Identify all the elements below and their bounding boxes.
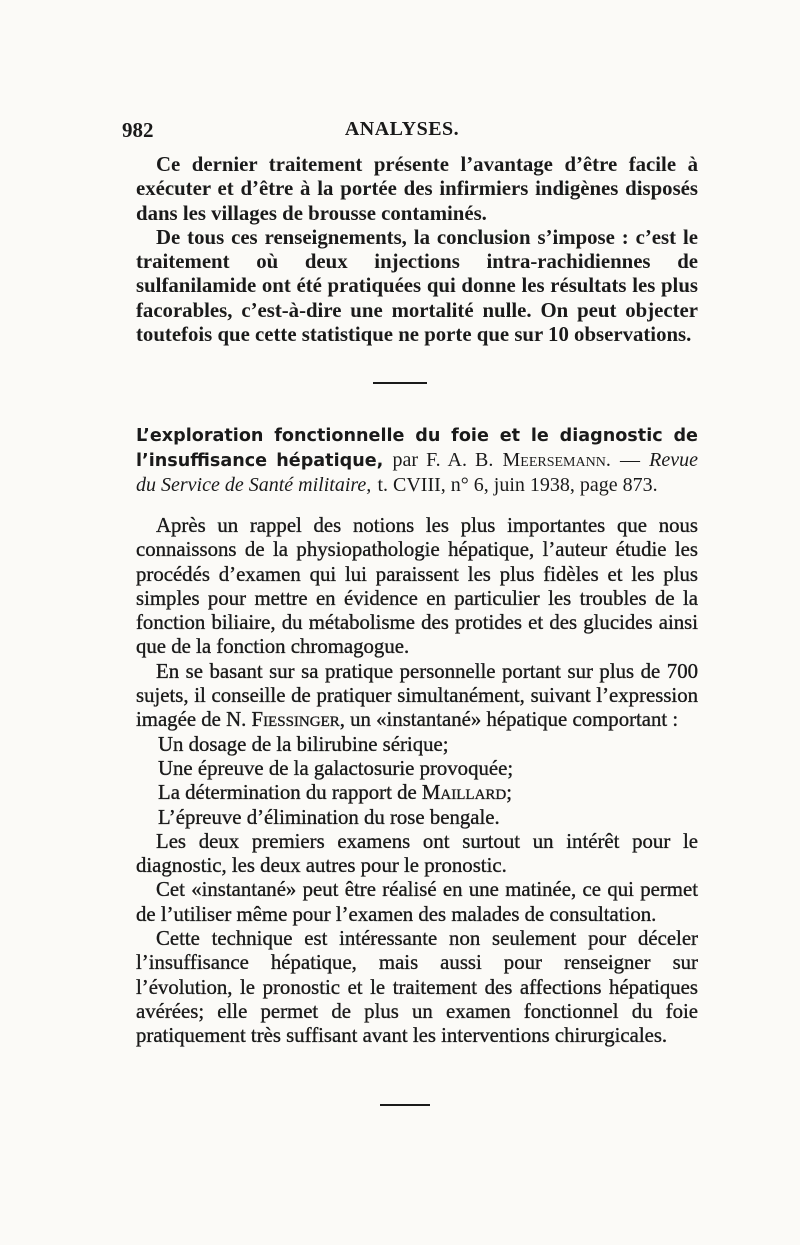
review-title: L’exploration fonctionnelle du foie et le diagnostic de l’insuffisance hépatique, bbox=[136, 426, 698, 471]
review-dash: — bbox=[619, 449, 640, 471]
review-body bbox=[136, 514, 698, 1049]
section-divider-bottom bbox=[380, 1104, 430, 1106]
review-paragraph-2-start: En se basant sur sa pratique personnelle portant sur plus de 700 sujets, il conseille de pratiquer simultanément, suivant l’expression imagée de N. bbox=[136, 659, 698, 732]
maillard-name: Maillard; bbox=[421, 781, 513, 805]
review-author: Meersemann. bbox=[502, 449, 611, 471]
section-divider-top bbox=[373, 382, 427, 384]
review-title-block bbox=[136, 424, 698, 498]
review-paragraph-2 bbox=[136, 660, 698, 733]
list-item: Une épreuve de la galactosurie provoquée; bbox=[158, 756, 514, 780]
review-paragraph-3: Les deux premiers examens ont surtout un intérêt pour le diagnostic, les deux autres pour le pronostic. bbox=[136, 829, 698, 878]
fiessinger-name: Fiessinger, bbox=[251, 708, 345, 732]
review-paragraph-4: Cet «instantané» peut être réalisé en une matinée, ce qui permet de l’utiliser même pour l’examen des malades de consultation. bbox=[136, 878, 698, 926]
page-header bbox=[122, 118, 682, 144]
list-item: L’épreuve d’élimination du rose bengale. bbox=[158, 805, 500, 829]
running-head: ANALYSES. bbox=[344, 118, 460, 140]
list-item: Un dosage de la bilirubine sérique; bbox=[158, 732, 449, 756]
review-journal: Revue du Service de Santé militaire, bbox=[136, 449, 698, 496]
review-paragraph-1: Après un rappel des notions les plus importantes que nous connaissons de la physiopathologie hépatique, l’auteur étudie les procédés d’examen qui lui paraissent les plus fidèles et les plus simples pour mettre en évidence en particulier les troubles de la fonction biliaire, du métabolisme des protides et des glucides ainsi que de la fonction chromagogue. bbox=[136, 514, 698, 659]
review-citation: t. CVIII, n° 6, juin 1938, page 873. bbox=[377, 474, 658, 496]
intro-paragraph-1: Ce dernier traitement présente l’avantage d’être facile à exécuter et d’être à la portée des infirmiers indigènes disposés dans les villages de brousse contaminés. bbox=[136, 153, 698, 225]
review-heading bbox=[136, 424, 698, 498]
list-item bbox=[136, 781, 698, 805]
page-number: 982 bbox=[122, 118, 154, 142]
review-paragraph-5: Cette technique est intéressante non seulement pour déceler l’insuffisance hépatique, mais aussi pour renseigner sur l’évolution, le pronostic et le traitement des affections hépatiques avérées; elle permet de plus un examen fonctionnel du foie pratiquement très suffisant avant les interventions chirurgicales. bbox=[136, 927, 698, 1048]
intro-section bbox=[136, 153, 698, 347]
review-by: par F. A. B. bbox=[392, 449, 494, 471]
review-paragraph-2-end: un «instantané» hépatique comportant : bbox=[350, 708, 679, 732]
intro-paragraph-2: De tous ces renseignements, la conclusion s’impose : c’est le traitement où deux injections intra-rachidiennes de sulfanilamide ont été pratiquées qui donne les résultats les plus facorables, c’est-à-dire une mortalité nulle. On peut objecter toutefois que cette statistique ne porte que sur 10 observations. bbox=[136, 225, 698, 347]
list-item-text: La détermination du rapport de bbox=[158, 781, 417, 805]
